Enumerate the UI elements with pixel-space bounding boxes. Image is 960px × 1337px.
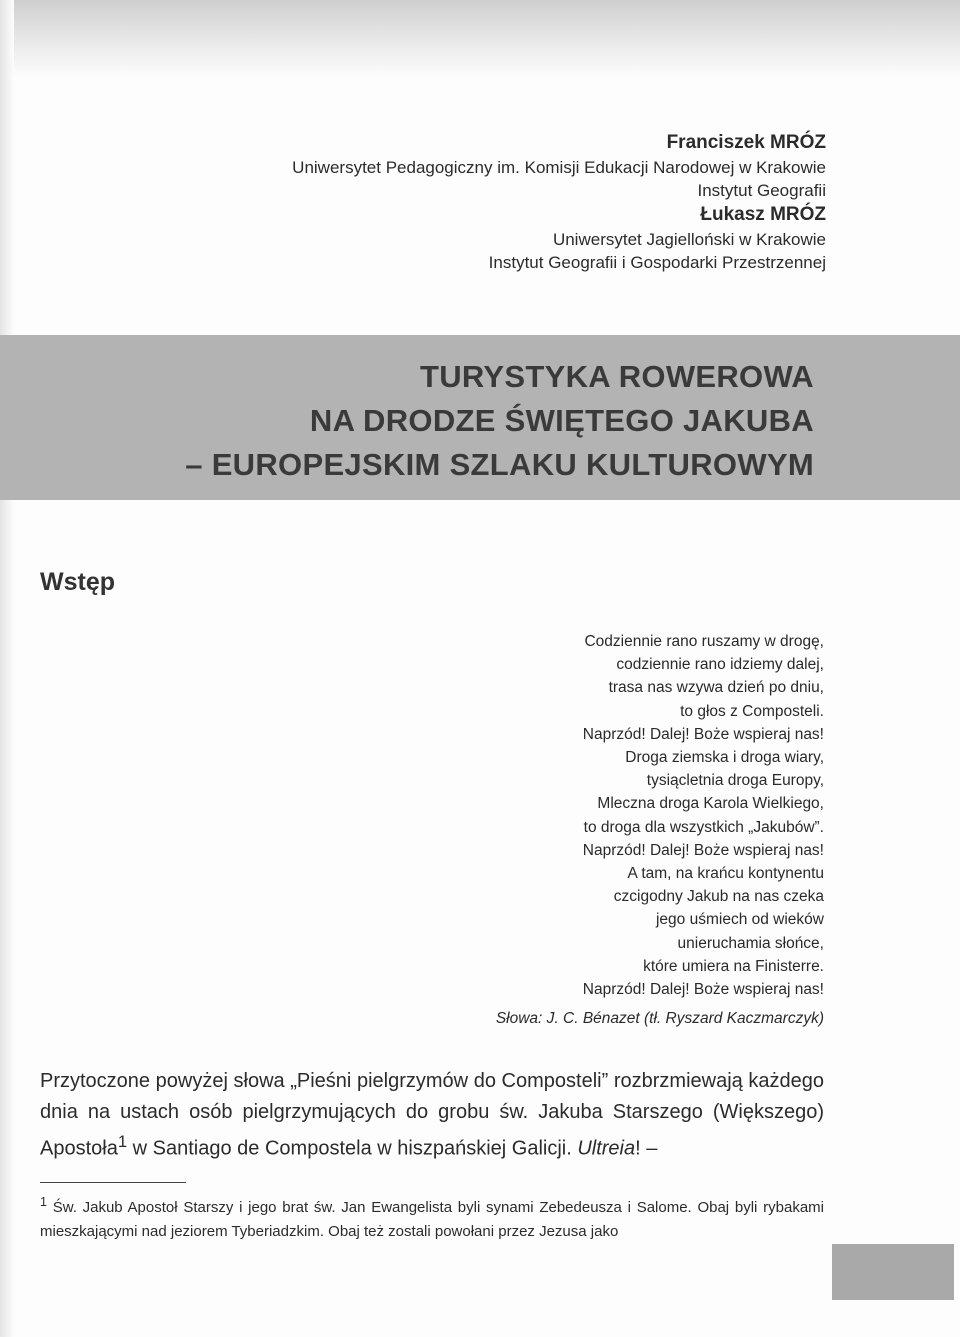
author-affiliation: Uniwersytet Jagielloński w Krakowie (552, 230, 826, 249)
title-line: NA DRODZE ŚWIĘTEGO JAKUBA (309, 403, 814, 438)
section-heading: Wstęp (40, 568, 115, 596)
footnote (40, 1190, 824, 1244)
author-institute: Instytut Geografii (697, 181, 826, 200)
poem-credit: Słowa: J. C. Bénazet (tł. Ryszard Kaczmarczyk) (495, 1010, 824, 1028)
body-paragraph (40, 1066, 824, 1164)
title-line: TURYSTYKA ROWEROWA (419, 359, 814, 394)
poem-line: Codziennie rano ruszamy w drogę, (584, 633, 824, 650)
title-line: – EUROPEJSKIM SZLAKU KULTUROWYM (185, 447, 814, 482)
poem-line: jego uśmiech od wieków (655, 911, 824, 929)
footnote-reference[interactable]: 1 (117, 1132, 128, 1151)
poem-line: A tam, na krańcu kontynentu (627, 865, 824, 883)
poem-line: Mleczna droga Karola Wielkiego, (597, 795, 824, 813)
author-name: Franciszek MRÓZ (666, 132, 826, 153)
poem-line: które umiera na Finisterre. (643, 957, 824, 975)
scan-artifact (832, 1244, 954, 1300)
poem-line: tysiącletnia droga Europy, (646, 772, 824, 790)
scan-shadow (0, 0, 960, 78)
body-italic-word: Ultreia (577, 1137, 636, 1160)
article-title (185, 355, 814, 487)
poem-line: codziennie rano idziemy dalej, (616, 656, 824, 674)
poem-line: to głos z Composteli. (680, 702, 824, 720)
author-block (292, 130, 826, 274)
footnote-divider (40, 1182, 186, 1183)
poem-line: czcigodny Jakub na nas czeka (613, 888, 824, 906)
poem-line: to droga dla wszystkich „Jakubów”. (583, 818, 824, 836)
poem-line: Naprzód! Dalej! Boże wspieraj nas! (582, 841, 824, 859)
body-text-main: Przytoczone powyżej słowa „Pieśni pielgrzymów do Composteli” rozbrzmiewają każdego dnia na ustach osób pielgrzymujących do grobu św. Jakuba Starszego (Większego) Apostoła (40, 1070, 824, 1160)
scan-edge (0, 0, 14, 1337)
poem-line: Naprzód! Dalej! Boże wspieraj nas! (582, 725, 824, 743)
footnote-number: 1 (40, 1195, 47, 1209)
author-name: Łukasz MRÓZ (700, 204, 826, 225)
author-affiliation: Uniwersytet Pedagogiczny im. Komisji Edukacji Narodowej w Krakowie (292, 158, 826, 177)
body-text-tail: w Santiago de Compostela w hiszpańskiej Galicji. (127, 1137, 578, 1160)
body-text-end: ! – (635, 1137, 658, 1160)
poem-epigraph (496, 630, 824, 1030)
poem-line: Naprzód! Dalej! Boże wspieraj nas! (582, 981, 824, 999)
poem-line: Droga ziemska i droga wiary, (625, 749, 824, 767)
author-institute: Instytut Geografii i Gospodarki Przestrzennej (488, 253, 826, 272)
poem-line: unieruchamia słońce, (677, 934, 824, 952)
poem-line: trasa nas wzywa dzień po dniu, (608, 679, 824, 697)
footnote-text: Św. Jakub Apostoł Starszy i jego brat św. Jan Ewangelista byli synami Zebedeusza i Salome. Obaj byli rybakami mieszkającymi nad jeziorem Tyberiadzkim. Obaj też zostali powołani przez Jezusa jako (40, 1199, 824, 1240)
